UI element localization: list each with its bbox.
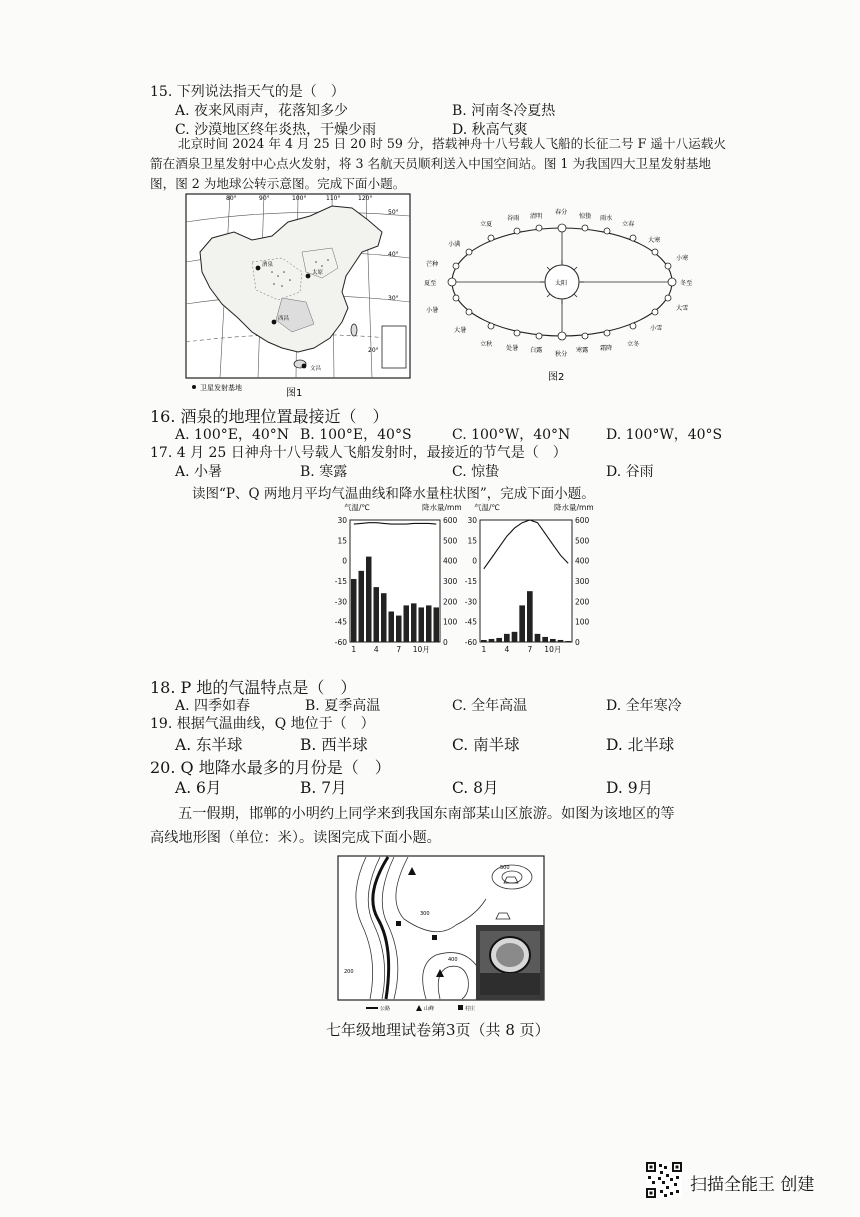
fig2-term: 立冬 <box>627 341 640 348</box>
q19-option-c: C. 南半球 <box>452 736 520 754</box>
precip-tick-q: 100 <box>575 617 590 627</box>
precip-bar-p <box>351 579 357 642</box>
fig1-lon-label: 100° <box>292 195 307 202</box>
precip-bar-q <box>519 605 525 642</box>
fig1-lon-label: 110° <box>326 195 341 202</box>
precip-bar-q <box>527 591 533 642</box>
month-tick-p: 7 <box>396 645 402 654</box>
fig2-term: 大雪 <box>676 305 689 312</box>
precip-tick-p: 400 <box>443 556 458 566</box>
precip-bar-q <box>535 634 541 642</box>
month-tick-p: 1 <box>351 645 357 654</box>
fig1-site-label: 文昌 <box>310 366 322 372</box>
precip-tick-q: 600 <box>575 516 590 525</box>
month-tick-q: 4 <box>504 645 510 654</box>
q18-option-a: A. 四季如春 <box>175 698 251 714</box>
temp-tick-p: -15 <box>334 577 347 586</box>
temp-tick-q: -15 <box>464 577 477 586</box>
temp-tick-q: 0 <box>472 556 477 566</box>
temp-tick-q: -45 <box>464 617 477 627</box>
fig3-contour-label: 400 <box>448 957 458 963</box>
precip-bar-q <box>512 632 518 642</box>
fig1-site-label: 西昌 <box>278 316 290 322</box>
q20-option-b: B. 7月 <box>300 779 347 797</box>
precip-bar-p <box>374 587 380 642</box>
q19-option-d: D. 北半球 <box>606 736 675 754</box>
q15-option-b: B. 河南冬冷夏热 <box>452 103 556 119</box>
fig2-term: 小寒 <box>676 255 689 262</box>
q17-option-a: A. 小暑 <box>175 464 223 480</box>
intro-paragraph-launch: 北京时间 2024 年 4 月 25 日 20 时 59 分，搭载神舟十八号载人飞船的长征二号 F 遥十八运载火 箭在酒泉卫星发射中心点火发射，将 3 名航天员顺利送入中国空间站。图 1 为我国四大卫星发射基地 图，图 2 为地球公转示意图。完成下面小题。 <box>150 136 726 191</box>
fig2-term: 处暑 <box>506 345 519 352</box>
intro-paragraph-contour: 五一假期，邯郸的小明约上同学来到我国东南部某山区旅游。如图为该地区的等 高线地形图（单位：米）。读图完成下面小题。 <box>150 806 675 846</box>
fig2-term: 清明 <box>530 213 543 220</box>
fig1-lat-label: 30° <box>388 295 399 302</box>
q16-stem: 16. 酒泉的地理位置最接近（ ） <box>150 407 389 426</box>
fig3-contour-label: 500 <box>500 865 510 871</box>
q20-option-c: C. 8月 <box>452 779 499 797</box>
q15-option-d: D. 秋高气爽 <box>452 122 528 138</box>
precip-bar-q <box>558 640 564 642</box>
fig2-term: 惊蛰 <box>579 213 592 220</box>
precip-tick-q: 300 <box>575 577 590 586</box>
precip-axis-label-p: 降水量/mm <box>422 503 462 512</box>
fig1-lon-label: 80° <box>226 195 237 202</box>
figure-2-earth-orbit <box>422 196 702 388</box>
precip-bar-p <box>419 607 425 642</box>
scanner-watermark: 扫描全能王 创建 <box>690 1175 815 1195</box>
precip-bar-p <box>426 605 432 642</box>
precip-bar-p <box>404 605 410 642</box>
q17-option-c: C. 惊蛰 <box>452 464 500 480</box>
q18-option-b: B. 夏季高温 <box>305 698 381 714</box>
month-tick-q: 7 <box>527 645 533 654</box>
fig2-term: 冬至 <box>680 280 693 287</box>
q20-option-d: D. 9月 <box>606 779 654 797</box>
precip-tick-q: 500 <box>575 536 590 546</box>
fig2-term: 寒露 <box>576 347 589 354</box>
precip-tick-p: 500 <box>443 536 458 546</box>
q19-stem: 19. 根据气温曲线，Q 地位于（ ） <box>150 716 375 732</box>
q19-option-b: B. 西半球 <box>300 736 368 754</box>
fig2-term: 芒种 <box>426 261 439 268</box>
q16-option-d: D. 100°W，40°S <box>606 427 723 443</box>
fig3-contour-label: 300 <box>420 911 430 917</box>
temp-tick-p: -60 <box>334 638 347 647</box>
q18-stem: 18. P 地的气温特点是（ ） <box>150 678 357 697</box>
fig1-lon-label: 90° <box>259 195 270 202</box>
q20-stem: 20. Q 地降水最多的月份是（ ） <box>150 758 391 777</box>
fig1-caption: 图1 <box>286 388 303 398</box>
q15-stem: 15. 下列说法指天气的是（ ） <box>150 84 345 100</box>
fig2-term: 大暑 <box>454 327 467 334</box>
fig2-term: 小暑 <box>426 307 439 314</box>
figure-3-contour-map <box>336 855 546 1013</box>
month-tick-p: 10月 <box>412 645 430 654</box>
fig3-legend-village: 村庄 <box>465 1006 476 1012</box>
q15-option-a: A. 夜来风雨声，花落知多少 <box>175 103 349 119</box>
temp-tick-p: 30 <box>337 516 347 525</box>
q17-option-b: B. 寒露 <box>300 464 348 480</box>
fig2-term: 夏至 <box>424 280 437 287</box>
precip-bar-q <box>542 637 548 642</box>
fig2-term: 谷雨 <box>507 215 520 222</box>
temp-tick-q: -60 <box>464 638 477 647</box>
fig3-contour-label: 200 <box>344 969 354 975</box>
fig2-term: 立夏 <box>480 221 493 228</box>
precip-bar-p <box>434 607 440 642</box>
q17-stem: 17. 4 月 25 日神舟十八号载人飞船发射时，最接近的节气是（ ） <box>150 445 567 461</box>
q20-option-a: A. 6月 <box>175 779 222 797</box>
month-tick-p: 4 <box>373 645 379 654</box>
precip-bar-q <box>496 638 502 642</box>
q17-option-d: D. 谷雨 <box>606 464 654 480</box>
fig2-term: 立春 <box>622 221 635 228</box>
month-tick-q: 1 <box>481 645 487 654</box>
precip-tick-p: 0 <box>443 638 448 647</box>
precip-bar-q <box>504 634 510 642</box>
fig1-lat-label: 20° <box>368 347 379 354</box>
q19-option-a: A. 东半球 <box>175 736 243 754</box>
fig1-lat-label: 50° <box>388 209 399 216</box>
precip-tick-q: 200 <box>575 597 590 607</box>
precip-tick-q: 0 <box>575 638 580 647</box>
intro-climate-charts: 读图“P、Q 两地月平均气温曲线和降水量柱状图”，完成下面小题。 <box>192 486 595 502</box>
temp-axis-label-q: 气温/℃ <box>474 503 500 512</box>
precip-tick-p: 600 <box>443 516 458 525</box>
fig2-term: 白露 <box>530 347 543 354</box>
fig2-term: 霜降 <box>600 345 613 352</box>
precip-tick-p: 100 <box>443 617 458 627</box>
temp-axis-label-p: 气温/℃ <box>344 503 370 512</box>
fig3-legend-peak: 山峰 <box>424 1006 435 1012</box>
temp-tick-q: -30 <box>464 597 477 607</box>
q16-option-b: B. 100°E，40°S <box>300 427 412 443</box>
precip-bar-q <box>550 639 556 642</box>
fig2-term: 立秋 <box>480 341 493 348</box>
figure-1-launch-sites-map <box>182 192 414 398</box>
q16-option-c: C. 100°W，40°N <box>452 427 571 443</box>
precip-bar-p <box>411 603 417 642</box>
precip-bar-p <box>381 593 387 642</box>
fig1-legend-launch-site: 卫星发射基地 <box>200 384 242 392</box>
climate-charts <box>330 498 602 674</box>
precip-bar-q <box>489 639 495 642</box>
temp-tick-q: 30 <box>467 516 477 525</box>
precip-bar-p <box>366 557 372 642</box>
fig1-lat-label: 40° <box>388 251 399 258</box>
fig2-term: 雨水 <box>600 215 613 222</box>
precip-axis-label-q: 降水量/mm <box>554 503 594 512</box>
fig1-lon-label: 120° <box>358 195 373 202</box>
fig2-term: 春分 <box>555 209 568 216</box>
q18-option-c: C. 全年高温 <box>452 698 528 714</box>
precip-tick-q: 400 <box>575 556 590 566</box>
precip-bar-p <box>396 616 402 642</box>
precip-bar-q <box>565 641 571 642</box>
fig2-caption: 图2 <box>548 372 565 383</box>
precip-tick-p: 300 <box>443 577 458 586</box>
temp-tick-p: 15 <box>337 536 347 546</box>
fig2-sun-label: 太阳 <box>555 280 568 287</box>
month-tick-q: 10月 <box>544 645 562 654</box>
precip-bar-q <box>481 640 487 642</box>
q18-option-d: D. 全年寒冷 <box>606 698 682 714</box>
fig2-term: 小满 <box>448 241 461 248</box>
temp-tick-p: -45 <box>334 617 347 627</box>
q15-option-c: C. 沙漠地区终年炎热，干燥少雨 <box>175 122 377 138</box>
temp-tick-q: 15 <box>467 536 477 546</box>
qr-code-icon <box>646 1162 682 1198</box>
fig1-site-label: 酒泉 <box>262 262 274 268</box>
fig3-legend-road: 公路 <box>380 1006 391 1012</box>
chart-frame-q <box>480 520 572 642</box>
precip-tick-p: 200 <box>443 597 458 607</box>
temp-tick-p: -30 <box>334 597 347 607</box>
precip-bar-p <box>389 612 395 643</box>
page-footer: 七年级地理试卷第3页（共 8 页） <box>326 1021 550 1039</box>
temp-tick-p: 0 <box>342 556 347 566</box>
fig2-term: 秋分 <box>555 351 568 358</box>
fig2-term: 大寒 <box>648 237 661 244</box>
fig2-term: 小雪 <box>650 325 663 332</box>
q16-option-a: A. 100°E，40°N <box>175 427 290 443</box>
fig1-site-label: 太原 <box>312 270 324 276</box>
precip-bar-p <box>359 571 365 642</box>
